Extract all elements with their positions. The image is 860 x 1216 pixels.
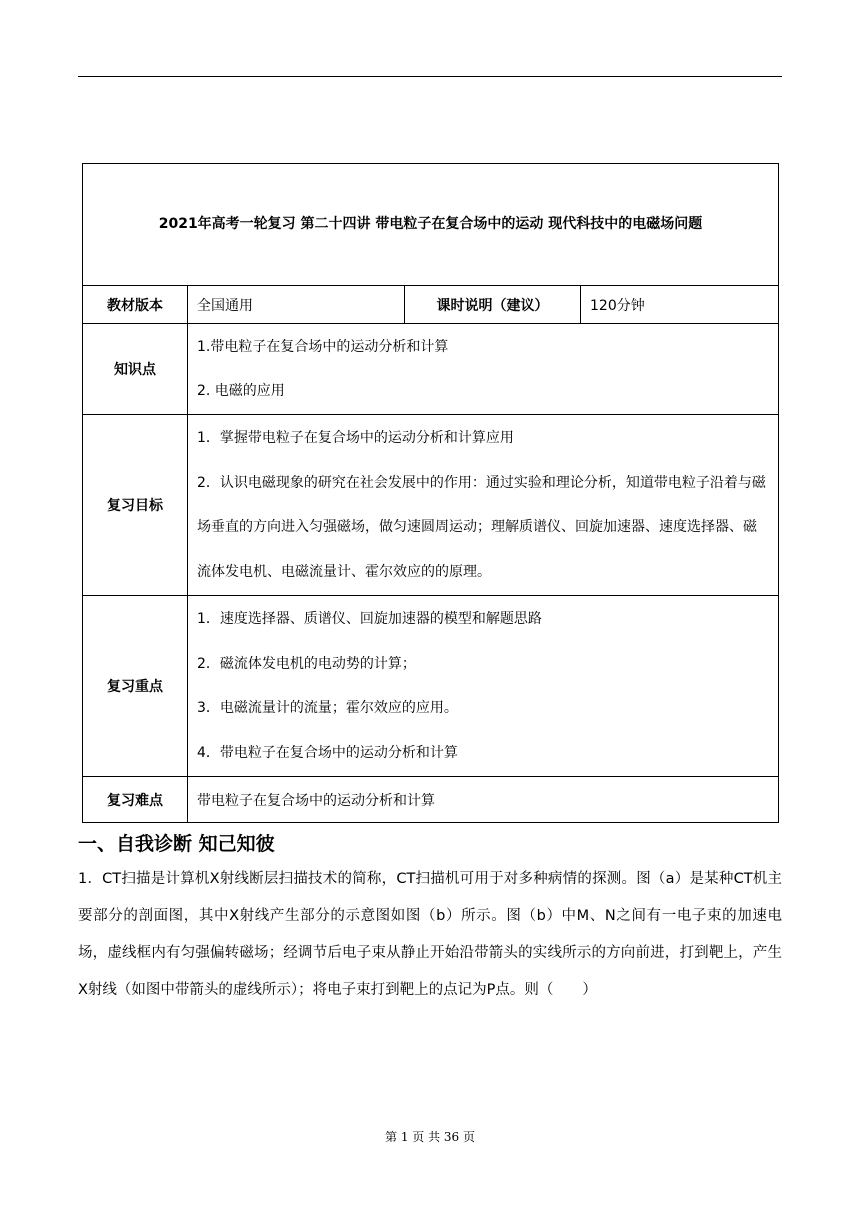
difficulty-value: 带电粒子在复合场中的运动分析和计算 <box>188 777 779 823</box>
key-point-item: 4．带电粒子在复合场中的运动分析和计算 <box>197 744 458 761</box>
key-points-label: 复习重点 <box>83 596 188 777</box>
hours-value: 120分钟 <box>581 286 779 324</box>
lesson-title: 2021年高考一轮复习 第二十四讲 带电粒子在复合场中的运动 现代科技中的电磁场问题 <box>83 164 779 286</box>
goals-content <box>188 415 779 596</box>
difficulty-row <box>83 777 779 823</box>
goal-item: 1．掌握带电粒子在复合场中的运动分析和计算应用 <box>197 430 514 446</box>
edition-row <box>83 286 779 324</box>
title-row <box>83 164 779 286</box>
knowledge-row <box>83 324 779 415</box>
key-point-item: 2．磁流体发电机的电动势的计算； <box>197 655 416 672</box>
goal-item: 2．认识电磁现象的研究在社会发展中的作用：通过实验和理论分析，知道带电粒子沿着与磁场垂直的方向进入匀强磁场，做匀速圆周运动；理解质谱仪、回旋加速器、速度选择器、磁流体发电机、电磁流量计、霍尔效应的的原理。 <box>197 474 766 580</box>
section-title: 一、自我诊断 知己知彼 <box>78 833 275 855</box>
key-point-item: 1．速度选择器、质谱仪、回旋加速器的模型和解题思路 <box>197 611 542 627</box>
key-points-row <box>83 596 779 777</box>
question-1: 1．CT扫描是计算机X射线断层扫描技术的简称，CT扫描机可用于对多种病情的探测。图（a）是某种CT机主要部分的剖面图，其中X射线产生部分的示意图如图（b）所示。图（b）中M、N之间有一电子束的加速电场，虚线框内有匀强偏转磁场；经调节后电子束从静止开始沿带箭头的实线所示的方向前进，打到靶上，产生X射线（如图中带箭头的虚线所示）；将电子束打到靶上的点记为P点。则（ ） <box>78 871 782 998</box>
knowledge-item: 2. 电磁的应用 <box>197 383 285 399</box>
knowledge-content <box>188 324 779 415</box>
header-rule <box>78 76 782 77</box>
hours-label: 课时说明（建议） <box>405 286 581 324</box>
edition-label: 教材版本 <box>83 286 188 324</box>
lesson-info-table <box>82 163 779 823</box>
knowledge-label: 知识点 <box>83 324 188 415</box>
goals-row <box>83 415 779 596</box>
key-point-item: 3．电磁流量计的流量；霍尔效应的应用。 <box>197 700 458 716</box>
key-points-content <box>188 596 779 777</box>
goals-label: 复习目标 <box>83 415 188 596</box>
edition-value: 全国通用 <box>188 286 405 324</box>
knowledge-item: 1.带电粒子在复合场中的运动分析和计算 <box>197 338 449 355</box>
difficulty-label: 复习难点 <box>83 777 188 823</box>
page-footer: 第 1 页 共 36 页 <box>385 1130 475 1144</box>
